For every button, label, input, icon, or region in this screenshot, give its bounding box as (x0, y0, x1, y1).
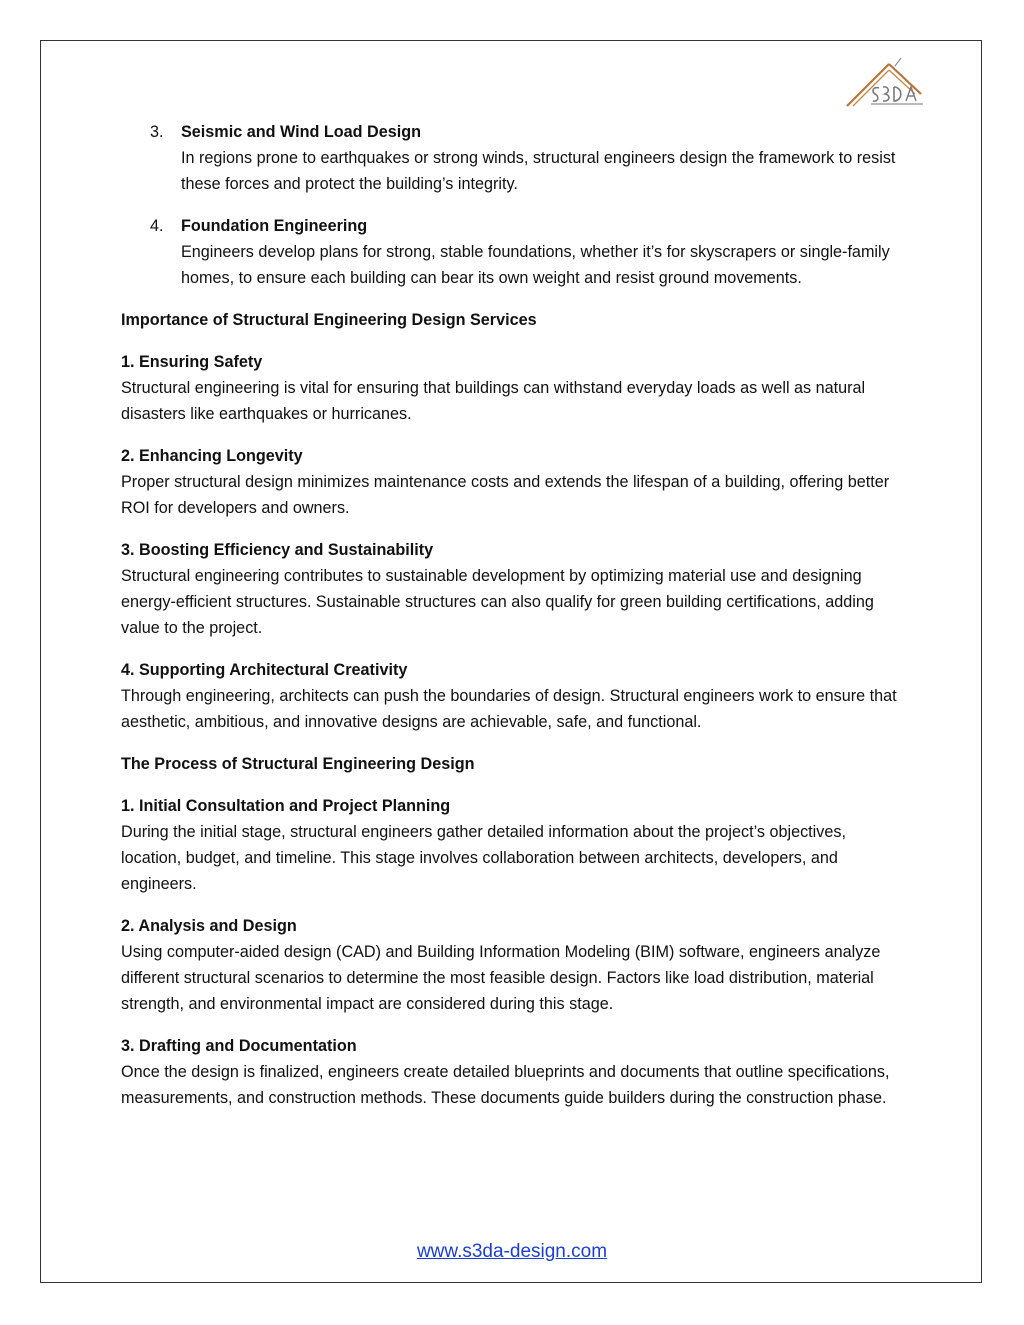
website-link[interactable]: www.s3da-design.com (416, 1241, 608, 1262)
item-title: 4. Supporting Architectural Creativity (121, 661, 408, 679)
importance-item (121, 657, 906, 735)
importance-item (121, 443, 906, 521)
item-text: During the initial stage, structural engineers gather detailed information about the project’s objectives, location, budget, and timeline. This stage involves collaboration between architects, developers, and engineers. (121, 823, 846, 893)
item-title: 1. Initial Consultation and Project Planning (121, 797, 451, 815)
list-item-title: Seismic and Wind Load Design (181, 123, 422, 141)
item-title: 2. Enhancing Longevity (121, 447, 303, 465)
item-text: Using computer-aided design (CAD) and Building Information Modeling (BIM) software, engineers analyze different structural scenarios to determine the most feasible design. Factors like load distribution, material strength, and environmental impact are considered during this stage. (121, 943, 881, 1013)
list-item-text: In regions prone to earthquakes or strong winds, structural engineers design the framework to resist these forces and protect the building’s integrity. (181, 149, 896, 193)
item-title: 2. Analysis and Design (121, 917, 297, 935)
item-title: 3. Drafting and Documentation (121, 1037, 357, 1055)
s3da-logo (843, 56, 929, 112)
process-item (121, 913, 906, 1017)
section-heading-importance: Importance of Structural Engineering Design Services (121, 311, 537, 329)
item-text: Through engineering, architects can push the boundaries of design. Structural engineers work to ensure that aesthetic, ambitious, and innovative designs are achievable, safe, and functional. (121, 687, 897, 731)
process-item (121, 1033, 906, 1111)
item-title: 3. Boosting Efficiency and Sustainability (121, 541, 434, 559)
list-item (121, 213, 906, 291)
item-text: Once the design is finalized, engineers create detailed blueprints and documents that outline specifications, measurements, and construction methods. These documents guide builders during the construction phase. (121, 1063, 890, 1107)
list-item (121, 119, 906, 197)
document-body (121, 119, 906, 1127)
list-number: 3. (150, 123, 164, 141)
list-item-title: Foundation Engineering (181, 217, 368, 235)
importance-item (121, 537, 906, 641)
item-text: Structural engineering is vital for ensuring that buildings can withstand everyday loads as well as natural disasters like earthquakes or hurricanes. (121, 379, 866, 423)
list-item-text: Engineers develop plans for strong, stable foundations, whether it’s for skyscrapers or single-family homes, to ensure each building can bear its own weight and resist ground movements. (181, 243, 890, 287)
list-number: 4. (150, 217, 164, 235)
section-heading-process: The Process of Structural Engineering Design (121, 755, 475, 773)
importance-item (121, 349, 906, 427)
process-item (121, 793, 906, 897)
item-text: Proper structural design minimizes maintenance costs and extends the lifespan of a building, offering better ROI for developers and owners. (121, 473, 890, 517)
item-title: 1. Ensuring Safety (121, 353, 263, 371)
item-text: Structural engineering contributes to sustainable development by optimizing material use and designing energy-efficient structures. Sustainable structures can also qualify for green building certifications, adding value to the project. (121, 567, 874, 637)
